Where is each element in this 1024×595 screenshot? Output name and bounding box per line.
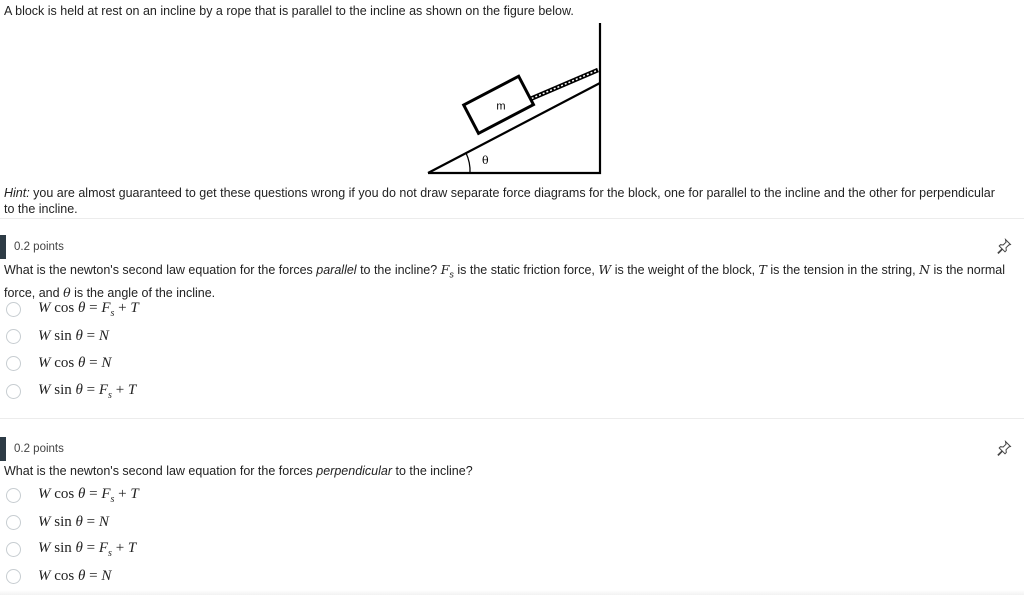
radio-button[interactable]	[6, 515, 21, 530]
radio-button[interactable]	[6, 488, 21, 503]
q-text-part: is the tension in the string,	[766, 263, 920, 277]
answer-label: W sin θ = N	[38, 513, 109, 530]
q-text-part: is the weight of the block,	[611, 263, 759, 277]
radio-button[interactable]	[6, 329, 21, 344]
block-label: m	[496, 100, 506, 113]
angle-label: θ	[482, 154, 489, 167]
answer-option[interactable]	[6, 538, 136, 560]
q-text-part: to the incline?	[356, 263, 441, 277]
radio-button[interactable]	[6, 356, 21, 371]
separator	[0, 218, 1024, 219]
answer-option[interactable]	[6, 325, 109, 347]
question-marker	[0, 235, 6, 259]
points-label: 0.2 points	[14, 443, 64, 455]
q-text-part: is the normal force, and	[4, 263, 1006, 300]
separator	[0, 418, 1024, 419]
angle-arc	[466, 153, 470, 173]
answer-option[interactable]	[6, 352, 111, 374]
answer-label: W $\sin \theta = F_s + T$	[38, 539, 137, 559]
answer-label: W cos θ = N	[38, 354, 112, 371]
hint-prefix: Hint:	[4, 186, 30, 200]
radio-button[interactable]	[6, 542, 21, 557]
q-text-emphasis: parallel	[316, 263, 357, 277]
answer-label: W cos θ = N	[38, 567, 112, 584]
answer-option[interactable]	[6, 298, 139, 320]
var-w: W	[598, 262, 612, 277]
var-f-sub: s	[449, 269, 454, 280]
answer-label: W sin θ = N	[38, 327, 109, 344]
var-theta: θ	[63, 284, 71, 300]
answer-option[interactable]	[6, 380, 136, 402]
question-marker	[0, 437, 6, 461]
block	[464, 76, 534, 133]
incline-figure	[420, 18, 610, 180]
radio-button[interactable]	[6, 569, 21, 584]
q-text-part: What is the newton's second law equation for the forces	[4, 263, 317, 277]
answer-label: W $\cos \theta = F_s + T$	[38, 485, 139, 505]
radio-button[interactable]	[6, 384, 21, 399]
var-f: F	[440, 262, 450, 277]
answer-label: W $\cos \theta = F_s + T$	[38, 299, 139, 319]
answer-option[interactable]	[6, 511, 109, 533]
var-n: N	[919, 262, 930, 277]
page-bottom-edge	[0, 590, 1024, 595]
q-text-part: is the angle of the incline.	[70, 285, 216, 300]
pin-icon[interactable]	[996, 440, 1012, 456]
q-text-emphasis: perpendicular	[316, 464, 393, 478]
var-t: T	[758, 262, 767, 277]
pin-icon[interactable]	[996, 238, 1012, 254]
q-text-part: to the incline?	[392, 464, 473, 478]
q-text-part: is the static friction force,	[453, 263, 599, 277]
answer-label: W $\sin \theta = F_s + T$	[38, 381, 137, 401]
hint-text	[4, 185, 1004, 217]
rope	[528, 70, 598, 100]
radio-button[interactable]	[6, 302, 21, 317]
answer-option[interactable]	[6, 484, 139, 506]
answer-option[interactable]	[6, 565, 111, 587]
q-text-part: What is the newton's second law equation for the forces	[4, 464, 317, 478]
hint-body: you are almost guaranteed to get these questions wrong if you do not draw separate force diagrams for the block, one for parallel to the incline and the other for perpendicular to the incline.	[4, 186, 995, 216]
question-text	[4, 261, 1014, 302]
intro-text: A block is held at rest on an incline by a rope that is parallel to the incline as shown on the figure below.	[4, 4, 574, 18]
question-text	[4, 463, 1014, 480]
points-label: 0.2 points	[14, 241, 64, 253]
